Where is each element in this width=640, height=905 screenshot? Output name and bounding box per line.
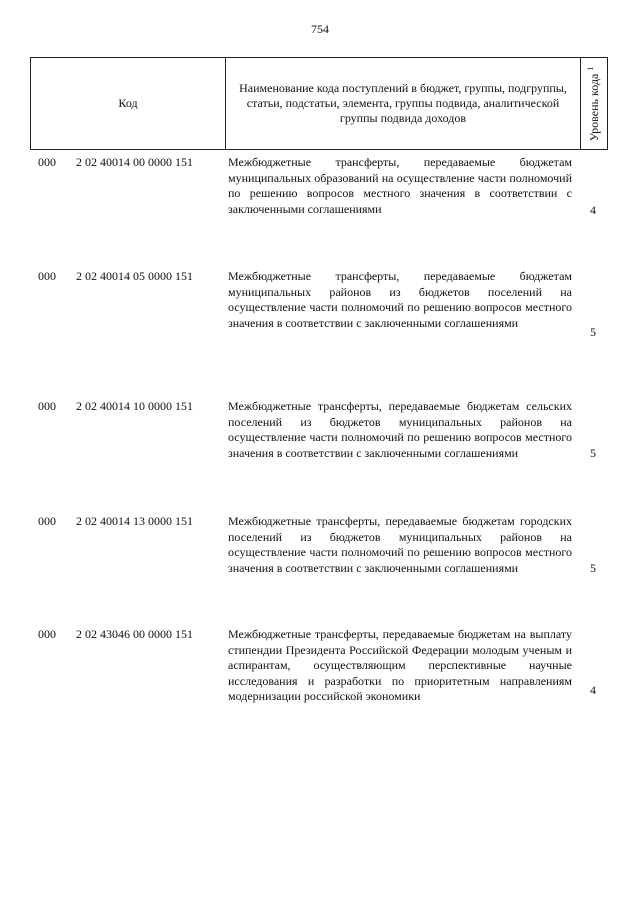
header-level [586, 66, 602, 141]
admin-code: 000 [38, 627, 56, 641]
admin-code: 000 [38, 399, 56, 413]
page-number: 754 [311, 22, 329, 36]
revenue-code: 2 02 43046 00 0000 151 [76, 627, 193, 641]
row-level: 5 [590, 446, 596, 460]
revenue-code: 2 02 40014 13 0000 151 [76, 514, 193, 528]
row-level: 4 [590, 683, 596, 697]
row-level: 4 [590, 203, 596, 217]
admin-code: 000 [38, 514, 56, 528]
table-header [30, 57, 608, 150]
header-level-cell [581, 58, 607, 149]
row-level: 5 [590, 561, 596, 575]
row-description: Межбюджетные трансферты, передаваемые бюджетам городских поселений из бюджетов муниципальных районов на осуществление части полномочий по решению вопросов местного значения в соответствии с заключенными соглашениями [228, 514, 572, 575]
header-level-footnote: 1 [586, 66, 595, 71]
revenue-code: 2 02 40014 10 0000 151 [76, 399, 193, 413]
header-name: Наименование кода поступлений в бюджет, группы, подгруппы, статьи, подстатьи, элемента, группы подвида, аналитической группы подвида доходов [226, 58, 581, 149]
row-description: Межбюджетные трансферты, передаваемые бюджетам муниципальных районов из бюджетов поселений на осуществление части полномочий по решению вопросов местного значения в соответствии с заключенными соглашениями [228, 269, 572, 330]
admin-code: 000 [38, 155, 56, 169]
row-description: Межбюджетные трансферты, передаваемые бюджетам на выплату стипендии Президента Российской Федерации молодым ученым и аспирантам, осуществляющим перспективные научные исследования и разработки по приоритетным направлениям модернизации российской экономики [228, 627, 572, 704]
revenue-code: 2 02 40014 00 0000 151 [76, 155, 193, 169]
revenue-code: 2 02 40014 05 0000 151 [76, 269, 193, 283]
admin-code: 000 [38, 269, 56, 283]
row-description: Межбюджетные трансферты, передаваемые бюджетам сельских поселений из бюджетов муниципальных районов на осуществление части полномочий по решению вопросов местного значения в соответствии с заключенными соглашениями [228, 399, 572, 460]
row-level: 5 [590, 325, 596, 339]
header-code: Код [31, 58, 226, 149]
header-level-label: Уровень кода [587, 73, 601, 141]
row-description: Межбюджетные трансферты, передаваемые бюджетам муниципальных образований на осуществление части полномочий по решению вопросов местного значения в соответствии с заключенными соглашениями [228, 155, 572, 216]
